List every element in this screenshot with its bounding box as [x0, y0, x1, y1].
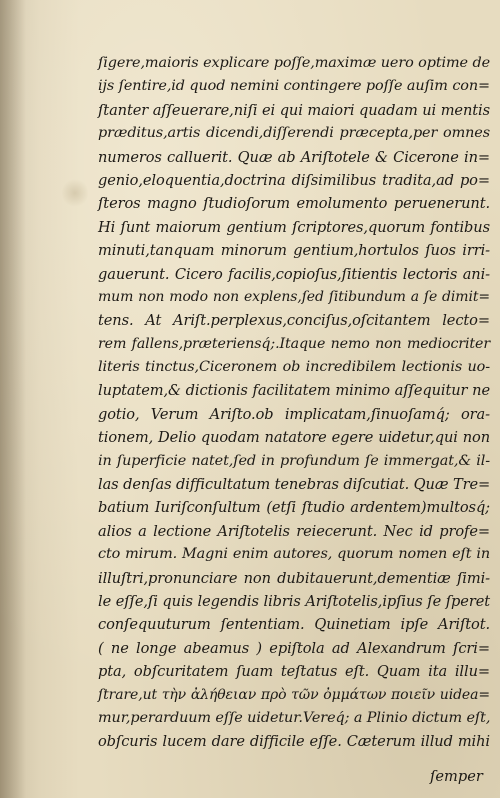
text-line: obſcuris lucem dare difficile eſſe. Cæterum illud mihi — [98, 733, 490, 751]
text-line: illuſtri,pronunciare non dubitauerunt,dementiæ ſimi- — [98, 569, 490, 587]
text-line: ſtrare,ut τὴν ἀλήθειαν πρὸ τῶν ὀμμάτων ποιεῖν uidea= — [98, 686, 490, 703]
text-line: cto mirum. Magni enim autores, quorum nomen eſt in — [98, 546, 490, 563]
text-line: ( ne longe abeamus ) epiſtola ad Alexandrum ſcri= — [98, 639, 490, 657]
text-line: præditus,artis dicendi,diſſerendi præcepta,per omnes — [98, 125, 490, 142]
text-line: genio,eloquentia,doctrina diſsimilibus tradita,ad po= — [98, 171, 490, 189]
text-line: mum non modo non explens,ſed ſitibundum a ſe dimit= — [98, 288, 490, 305]
text-line: pta, obſcuritatem ſuam teſtatus eſt. Quam ita illu= — [98, 663, 490, 681]
text-line: batium Iuriſconſultum (etſi ſtudio ardentem)multosq́; — [98, 499, 490, 517]
text-line: minuti,tanquam minorum gentium,hortulos ſuos irri- — [98, 242, 490, 260]
text-line: ſtanter aſſeuerare,niſi ei qui maiori quadam ui mentis — [98, 101, 490, 119]
text-line: gotio, Verum Ariſto.ob implicatam,ſinuoſamq́; ora- — [98, 405, 490, 423]
text-line: Hi ſunt maiorum gentium ſcriptores,quorum fontibus — [98, 218, 490, 236]
text-line: alios a lectione Ariſtotelis reiecerunt. Nec id profe= — [98, 522, 490, 540]
paper-stain — [62, 178, 88, 208]
text-line: le eſſe,ſi quis legendis libris Ariſtotelis,ipſius ſe ſperet — [98, 592, 490, 610]
text-line: tens. At Ariſt.perplexus,conciſus,oſcitantem lecto= — [98, 312, 490, 330]
text-line: literis tinctus,Ciceronem ob incredibilem lectionis uo- — [98, 359, 490, 376]
text-line: ſteros magno ſtudioſorum emolumento peruenerunt. — [98, 195, 490, 213]
body-text — [98, 52, 490, 754]
text-line: mur,perarduum eſſe uidetur.Vereq́; a Plinio dictum eſt, — [98, 709, 491, 726]
text-line: gauerunt. Cicero facilis,copioſus,ſitientis lectoris ani- — [98, 265, 490, 283]
gutter-shadow — [0, 0, 26, 798]
text-line: numeros calluerit. Quæ ab Ariſtotele & Cicerone in= — [98, 148, 490, 166]
text-line: conſequuturum ſententiam. Quinetiam ipſe Ariſtot. — [98, 616, 490, 634]
text-line: las denſas difficultatum tenebras diſcutiat. Quæ Tre= — [98, 476, 491, 494]
text-line: luptatem,& dictionis facilitatem minimo aſſequitur ne — [98, 382, 490, 400]
text-line: rem fallens,præteriensq́;.Itaque nemo non mediocriter — [98, 335, 490, 352]
text-line: ſigere,maioris explicare poſſe,maximæ uero optime de — [98, 55, 490, 71]
text-line: ijs ſentire,id quod nemini contingere poſſe auſim con= — [98, 78, 490, 95]
text-line: tionem, Delio quodam natatore egere uidetur,qui non — [98, 429, 490, 447]
catchword: ſemper — [430, 768, 483, 785]
text-line: in ſuperficie natet,ſed in profundum ſe immergat,& il- — [98, 452, 490, 469]
